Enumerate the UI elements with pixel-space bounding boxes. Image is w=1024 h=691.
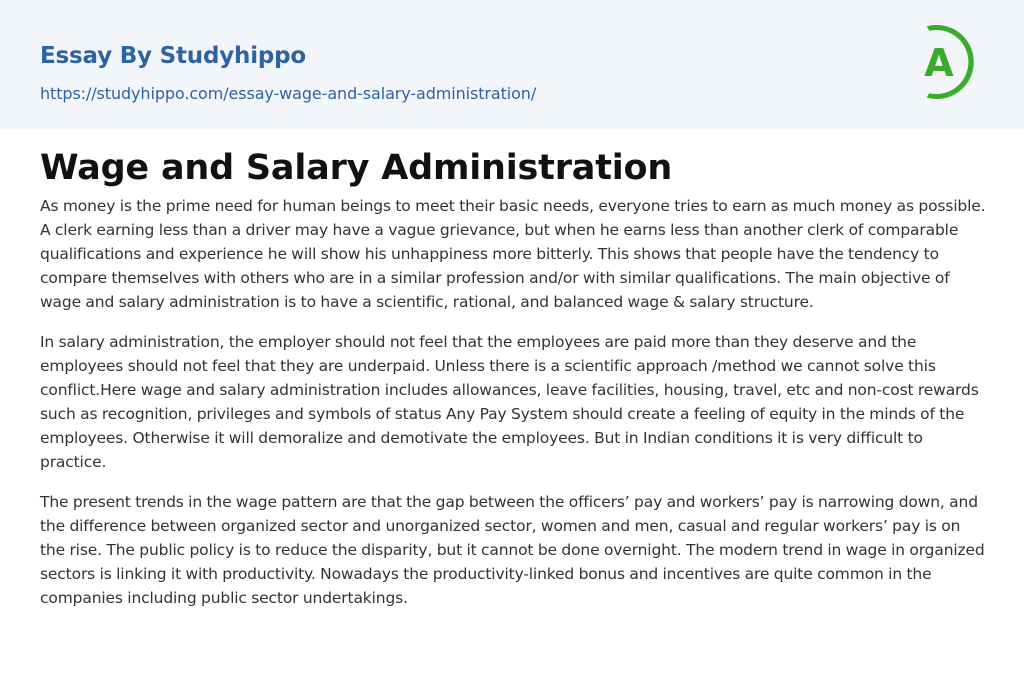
paragraph-2: In salary administration, the employer should not feel that the employees are paid more than they deserve and the employees should not feel that they are underpaid. Unless there is a scientific approach /method we cannot solve this conflict.Here wage and salary administration includes allowances, leave facilities, housing, travel, etc and non-cost rewards such as recognition, privileges and symbols of status Any Pay System should create a feeling of equity in the minds of the employees. Otherwise it will demoralize and demotivate the employees. But in Indian conditions it is very difficult to practice.	[40, 333, 979, 471]
site-header	[0, 0, 1024, 129]
studyhippo-logo-icon[interactable]	[912, 19, 986, 105]
paragraph-1: As money is the prime need for human beings to meet their basic needs, everyone tries to earn as much money as possible. A clerk earning less than a driver may have a vague grievance, but when he earns less than another clerk of comparable qualifications and experience he will show his unhappiness more bitterly. This shows that people have the tendency to compare themselves with others who are in a similar profession and/or with similar qualifications. The main objective of wage and salary administration is to have a scientific, rational, and balanced wage & salary structure.	[40, 197, 986, 311]
logo-letter: A	[924, 41, 954, 85]
essay-url-link[interactable]: https://studyhippo.com/essay-wage-and-salary-administration/	[40, 84, 537, 103]
article-title: Wage and Salary Administration	[40, 148, 673, 188]
paragraph-3: The present trends in the wage pattern are that the gap between the officers’ pay and workers’ pay is narrowing down, and the difference between organized sector and unorganized sector, women and men, casual and regular workers’ pay is on the rise. The public policy is to reduce the disparity, but it cannot be done overnight. The modern trend in wage in organized sectors is linking it with productivity. Nowadays the productivity-linked bonus and incentives are quite common in the companies including public sector undertakings.	[40, 493, 985, 607]
article-body	[40, 194, 988, 626]
site-brand[interactable]: Essay By Studyhippo	[40, 43, 307, 69]
